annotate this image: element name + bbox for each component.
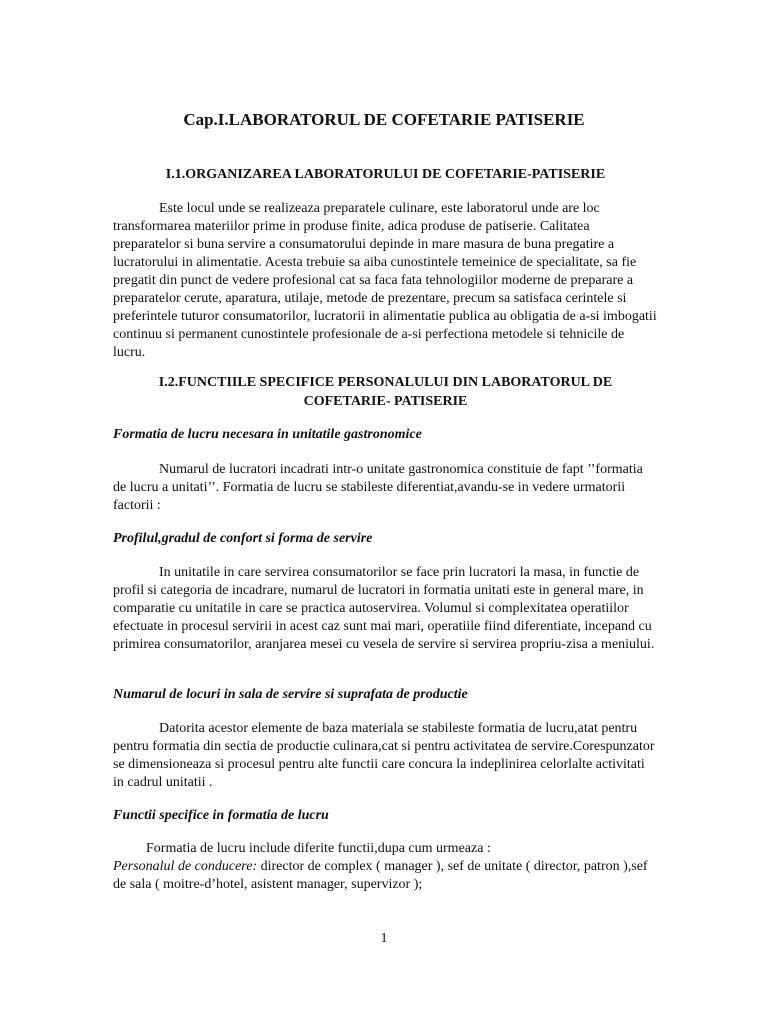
section-2-title-line-1: I.2.FUNCTIILE SPECIFICE PERSONALULUI DIN LABORATORUL DE: [158, 375, 613, 390]
section-2-title: [113, 373, 658, 411]
paragraph-functii-specifice: Formatia de lucru include diferite functii,dupa cum urmeaza :: [146, 841, 491, 856]
section-2-title-line-2: COFETARIE- PATISERIE: [303, 394, 468, 409]
subheading-functii-specifice: Functii specifice in formatia de lucru: [113, 808, 329, 823]
personal-conducere-label: Personalul de conducere:: [113, 859, 258, 874]
personal-conducere-text: director de complex ( manager ), sef de unitate ( director, patron ),sef de sala ( moitre-d’hotel, asistent manager, supervizor );: [113, 859, 648, 892]
paragraph-formatia-de-lucru: Numarul de lucratori incadrati intr-o unitate gastronomica constituie de fapt ’’formatia de lucru a unitati’’. Formatia de lucru se stabileste diferentiat,avandu-se in vedere urmatorii factorii :: [113, 462, 643, 513]
personal-conducere-line: [113, 858, 658, 894]
chapter-title: Cap.I.LABORATORUL DE COFETARIE PATISERIE: [183, 110, 585, 129]
functii-specifice-content: [113, 840, 658, 894]
subheading-profilul: Profilul,gradul de confort si forma de servire: [113, 531, 373, 546]
paragraph-profilul: In unitatile in care servirea consumatorilor se face prin lucratori la masa, in functie de profil si categoria de incadrare, numarul de lucratori in formatia unitati este in general mare, in comparatie cu unitatile in care se practica autoservirea. Volumul si complexitatea operatiilor efectuate in procesul servirii in acest caz sunt mai mari, operatiile fiind diferentiate, incepand cu primirea consumatorilor, aranjarea mesei cu vesela de servire si servirea propriu-zisa a meniului.: [113, 565, 655, 652]
subheading-formatia-de-lucru: Formatia de lucru necesara in unitatile gastronomice: [113, 427, 422, 442]
section-1-title: I.1.ORGANIZAREA LABORATORULUI DE COFETARIE-PATISERIE: [165, 167, 606, 182]
page-number: 1: [380, 931, 388, 946]
section-1-paragraph: Este locul unde se realizeaza preparatele culinare, este laboratorul unde are loc transformarea materiilor prime in produse finite, adica produse de patiserie. Calitatea preparatelor si buna servire a consumatorului depinde in mare masura de buna pregatire a lucratorului in alimentatie. Acesta trebuie sa aiba cunostintele temeinice de specialitate, sa fie pregatit din punct de vedere profesional cat sa faca fata tehnologiilor moderne de preparare a preparatelor cerute, aparatura, utilaje, metode de prezentare, precum sa satisfaca cerintele si preferintele tuturor consumatorilor, lucratorii in alimentatie publica au obligatia de a-si imbogatii continuu si permanent cunostintele profesionale de a-si perfectiona metodele si tehnicile de lucru.: [113, 201, 657, 360]
paragraph-numarul-de-locuri: Datorita acestor elemente de baza materiala se stabileste formatia de lucru,atat pentru pentru formatia din sectia de productie culinara,cat si pentru activitatea de servire.Corespunzator se dimensioneaza si procesul pentru alte functii care concura la indeplinirea celorlalte activitati in cadrul unitatii .: [113, 721, 655, 790]
subheading-numarul-de-locuri: Numarul de locuri in sala de servire si suprafata de productie: [113, 687, 468, 702]
